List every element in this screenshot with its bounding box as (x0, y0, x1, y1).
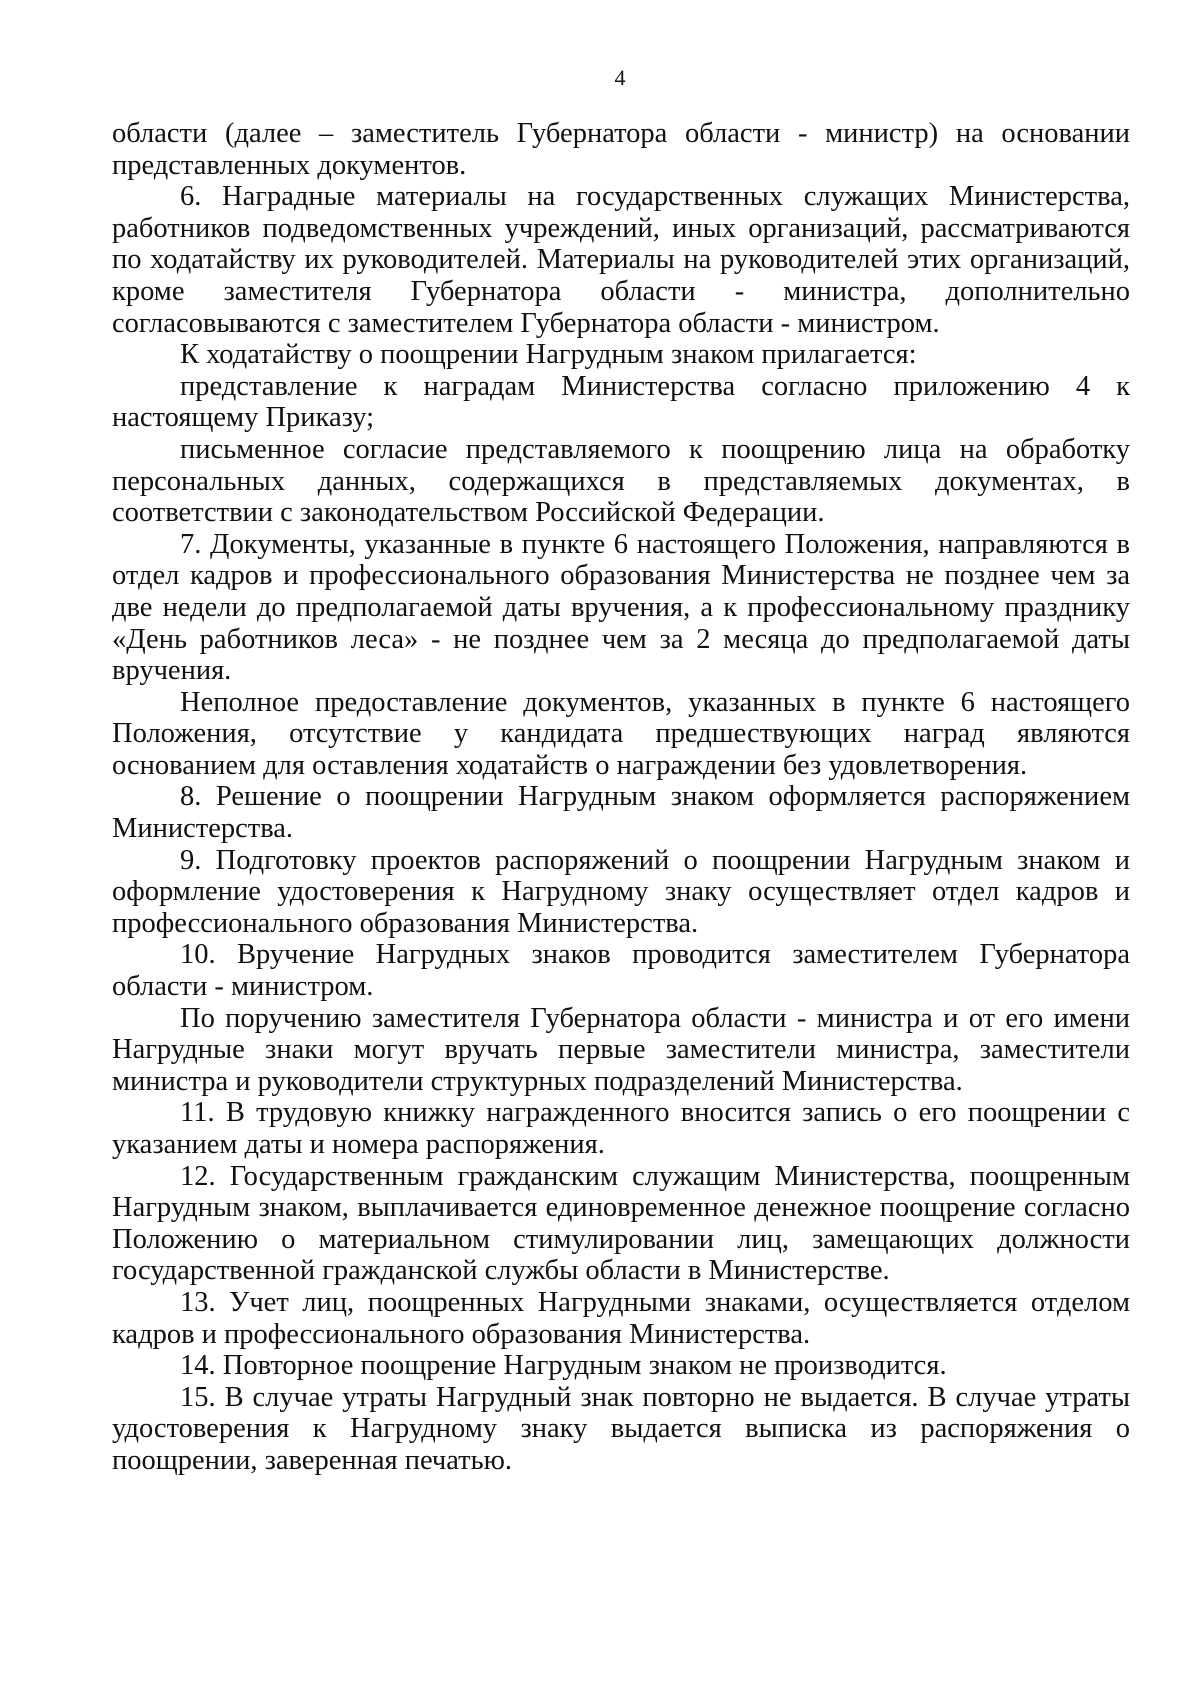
document-body (112, 118, 1130, 1477)
paragraph: 10. Вручение Нагрудных знаков проводится заместителем Губернатора области - министром. (112, 939, 1130, 1003)
paragraph: 8. Решение о поощрении Нагрудным знаком оформляется распоряжением Министерства. (112, 781, 1130, 845)
page-number: 4 (614, 65, 626, 90)
paragraph: Неполное предоставление документов, указанных в пункте 6 настоящего Положения, отсутствие у кандидата предшествующих наград являются основанием для оставления ходатайств о награждении без удовлетворения. (112, 686, 1130, 781)
paragraph: 13. Учет лиц, поощренных Нагрудными знаками, осуществляется отделом кадров и профессионального образования Министерства. (112, 1286, 1130, 1350)
paragraph: По поручению заместителя Губернатора области - министра и от его имени Нагрудные знаки могут вручать первые заместители министра, заместители министра и руководители структурных подразделений Министерства. (112, 1002, 1130, 1097)
paragraph: 11. В трудовую книжку награжденного вносится запись о его поощрении с указанием даты и номера распоряжения. (112, 1097, 1130, 1160)
paragraph: области (далее – заместитель Губернатора области - министр) на основании представленных документов. (112, 118, 1130, 181)
paragraph: письменное согласие представляемого к поощрению лица на обработку персональных данных, содержащихся в представляемых документах, в соответствии с законодательством Российской Федерации. (112, 433, 1130, 529)
paragraph: представление к наградам Министерства согласно приложению 4 к настоящему Приказу; (112, 370, 1130, 434)
paragraph: 12. Государственным гражданским служащим Министерства, поощренным Нагрудным знаком, выплачивается единовременное денежное поощрение согласно Положению о материальном стимулировании лиц, замещающих должности государственной гражданской службы области в Министерстве. (112, 1160, 1130, 1287)
paragraph: 6. Наградные материалы на государственных служащих Министерства, работников подведомственных учреждений, иных организаций, рассматриваются по ходатайству их руководителей. Материалы на руководителей этих организаций, кроме заместителя Губернатора области - министра, дополнительно согласовываются с заместителем Губернатора области - министром. (112, 181, 1130, 339)
paragraph: 7. Документы, указанные в пункте 6 настоящего Положения, направляются в отдел кадров и профессионального образования Министерства не позднее чем за две недели до предполагаемой даты вручения, а к профессиональному празднику «День работников леса» - не позднее чем за 2 месяца до предполагаемой даты вручения. (112, 528, 1130, 687)
paragraph: 9. Подготовку проектов распоряжений о поощрении Нагрудным знаком и оформление удостоверения к Нагрудному знаку осуществляет отдел кадров и профессионального образования Министерства. (112, 844, 1130, 939)
paragraph: 15. В случае утраты Нагрудный знак повторно не выдается. В случае утраты удостоверения к Нагрудному знаку выдается выписка из распоряжения о поощрении, заверенная печатью. (112, 1381, 1130, 1476)
paragraph: 14. Повторное поощрение Нагрудным знаком не производится. (180, 1350, 947, 1382)
paragraph: К ходатайству о поощрении Нагрудным знаком прилагается: (180, 339, 917, 371)
